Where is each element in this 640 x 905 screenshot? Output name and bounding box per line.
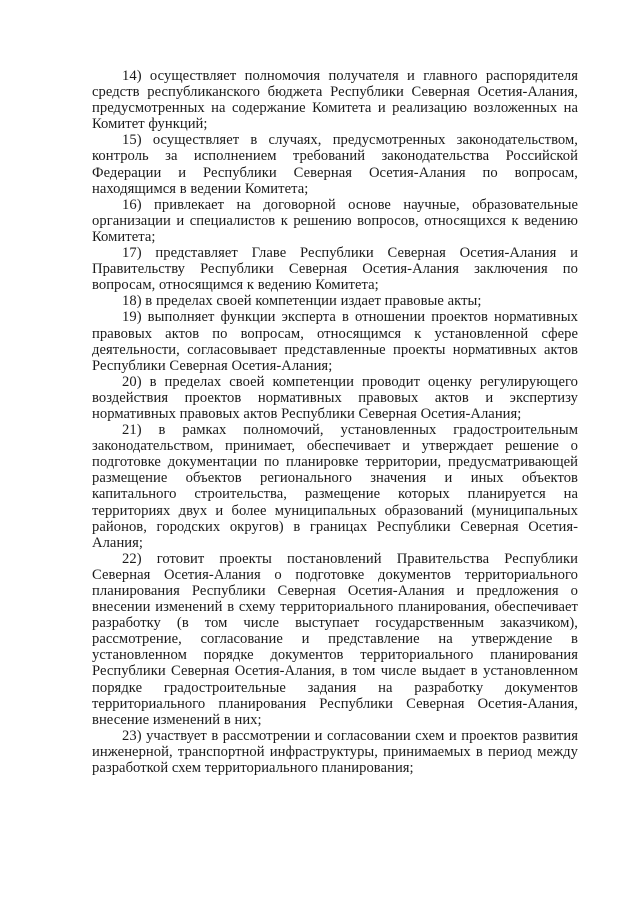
paragraph-item-16: 16) привлекает на договорной основе научные, образовательные организации и специалистов к решению вопросов, относящихся к ведению Комитета; (92, 196, 578, 245)
paragraph-item-23: 23) участвует в рассмотрении и согласовании схем и проектов развития инженерной, транспортной инфраструктуры, принимаемых в период между разработкой схем территориального планирования; (92, 727, 578, 777)
paragraph-item-15: 15) осуществляет в случаях, предусмотренных законодательством, контроль за исполнением требований законодательства Российской Федерации и Республики Северная Осетия-Алания по вопросам, находящимся в ведении Комитета; (92, 132, 578, 197)
paragraph-item-19: 19) выполняет функции эксперта в отношении проектов нормативных правовых актов по вопросам, относящимся к установленной сфере деятельности, согласовывает представленные проекты нормативных актов Республики Северная Осетия-Алания; (92, 309, 578, 374)
paragraph-item-21: 21) в рамках полномочий, установленных градостроительным законодательством, принимает, обеспечивает и утверждает решение о подготовке документации по планировке территории, предусматривающей размещение объектов регионального значения и иных объектов капитального строительства, размещение которых планируется на территориях двух и более муниципальных образований (муниципальных районов, городских округов) в границах Республики Северная Осетия-Алания; (92, 422, 578, 551)
paragraph-item-20: 20) в пределах своей компетенции проводит оценку регулирующего воздействия проектов нормативных правовых актов и экспертизу нормативных правовых актов Республики Северная Осетия-Алания; (92, 373, 578, 422)
paragraph-item-18: 18) в пределах своей компетенции издает правовые акты; (122, 293, 482, 310)
paragraph-item-14: 14) осуществляет полномочия получателя и главного распорядителя средств республиканского бюджета Республики Северная Осетия-Алания, предусмотренных на содержание Комитета и реализацию возложенных на Комитет функций; (92, 68, 578, 133)
paragraph-item-22: 22) готовит проекты постановлений Правительства Республики Северная Осетия-Алания о подготовке документов территориального планирования Республики Северная Осетия-Алания и предложения о внесении изменений в схему территориального планирования, обеспечивает разработку (в том числе выступает государственным заказчиком), рассмотрение, согласование и представление на утверждение в установленном порядке документов территориального планирования Республики Северная Осетия-Алания, в том числе выдает в установленном порядке градостроительные задания на разработку документов территориального планирования Республики Северная Осетия-Алания, внесение изменений в них; (92, 550, 578, 728)
paragraph-item-17: 17) представляет Главе Республики Северная Осетия-Алания и Правительству Республики Северная Осетия-Алания заключения по вопросам, относящимся к ведению Комитета; (92, 245, 578, 294)
